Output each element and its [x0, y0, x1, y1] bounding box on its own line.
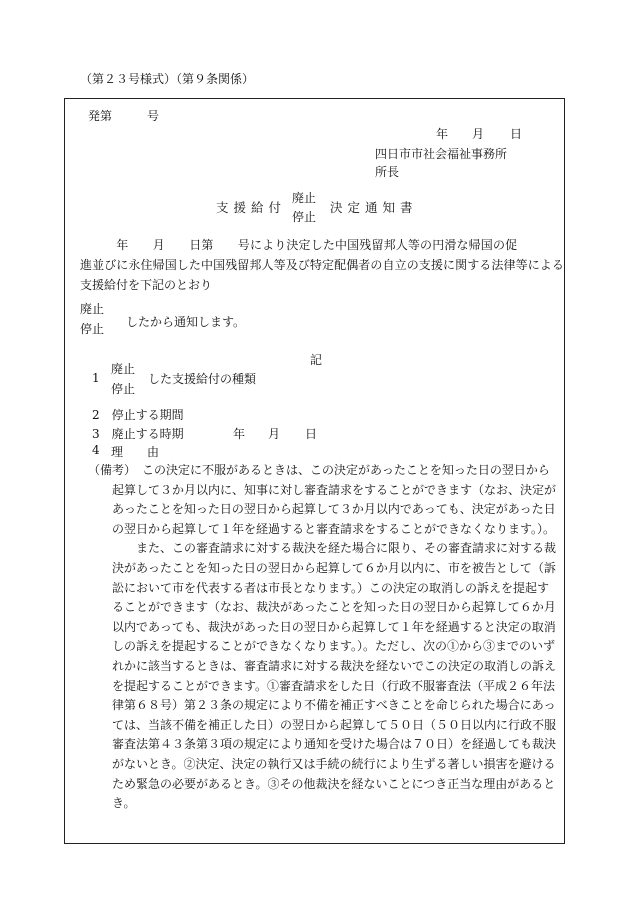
- notice-option-teishi: 停止: [80, 322, 105, 336]
- item1-number: 1: [92, 371, 100, 385]
- notice-option-haishi: 廃止: [80, 302, 105, 316]
- remarks: [88, 461, 556, 814]
- notice-tail: したから通知します。: [126, 315, 246, 329]
- notice-option-stack: [80, 299, 104, 339]
- date-month: 月: [472, 127, 485, 141]
- title-option-teishi: 停止: [292, 210, 317, 224]
- date-year: 年: [436, 127, 449, 141]
- issue-number-suffix: 号: [147, 109, 160, 123]
- title-left: 支援給付: [216, 200, 287, 215]
- item1-text: した支援給付の種類: [148, 372, 257, 386]
- ki-label: 記: [310, 353, 323, 367]
- body-line-2: 進並びに永住帰国した中国残留邦人等及び特定配偶者の自立の支援に関する法律等による: [80, 258, 565, 272]
- item3-day: 日: [305, 427, 318, 441]
- form-number: （第２３号様式）（第９条関係）: [80, 72, 255, 86]
- item3-label: 3 廃止する時期: [92, 427, 184, 441]
- item4-label: 理 由: [111, 445, 160, 459]
- issuer-title: 所長: [375, 165, 400, 179]
- remarks-paragraph-1: （備考） この決定に不服があるときは、この決定があったことを知った日の翌日から起算して３か月以内に、知事に対し審査請求をすることができます（なお、決定があったことを知った日の翌日から起算して３か月以内であっても、決定があった日の翌日から起算して１年を経過すると審査請求をすることができなくなります。）。: [88, 463, 557, 536]
- issue-number-prefix: 発第: [88, 109, 113, 123]
- remarks-paragraph-2: また、この審査請求に対する裁決を経た場合に限り、その審査請求に対する裁決があったことを知った日の翌日から起算して６か月以内に、市を被告として（訴訟において市を代表する者は市長となります。）この決定の取消しの訴えを提起することができます（なお、裁決があったことを知った日の翌日から起算して６か月以内であっても、裁決があった日の翌日から起算して１年を経過すると決定の取消しの訴えを提起することができなくなります。）。ただし、次の①から③までのいずれかに該当するときは、審査請求に対する裁決を経ないでこの決定の取消しの訴えを提起することができます。①審査請求をした日（行政不服審査法（平成２６年法律第６８号）第２３条の規定により不備を補正すべきことを命じられた場合にあっては、当該不備を補正した日）の翌日から起算して５０日（５０日以内に行政不服審査法第４３条第３項の規定により通知を受けた場合は７０日）を経過しても裁決がないとき。②決定、決定の執行又は手続の続行により生ずる著しい損害を避けるため緊急の必要があるとき。③その他裁決を経ないことにつき正当な理由があるとき。: [112, 541, 557, 811]
- title-option-haishi: 廃止: [292, 191, 317, 205]
- title-option-stack: [292, 189, 316, 227]
- item1-option-stack: [111, 359, 135, 399]
- body-line-3: 支援給付を下記のとおり: [80, 278, 213, 292]
- title-right: 決定通知書: [330, 200, 418, 215]
- item1-option-teishi: 停止: [111, 382, 136, 396]
- body-line-1: 年 月 日第 号により決定した中国残留邦人等の円滑な帰国の促: [92, 238, 518, 252]
- item3-month: 月: [268, 427, 281, 441]
- item3-year: 年: [233, 427, 246, 441]
- item2-text: 2 停止する期間: [92, 408, 184, 422]
- issuer-organization: 四日市市社会福祉事務所: [375, 147, 508, 161]
- item4-number: 4: [92, 443, 100, 457]
- item1-option-haishi: 廃止: [111, 362, 136, 376]
- date-day: 日: [510, 127, 523, 141]
